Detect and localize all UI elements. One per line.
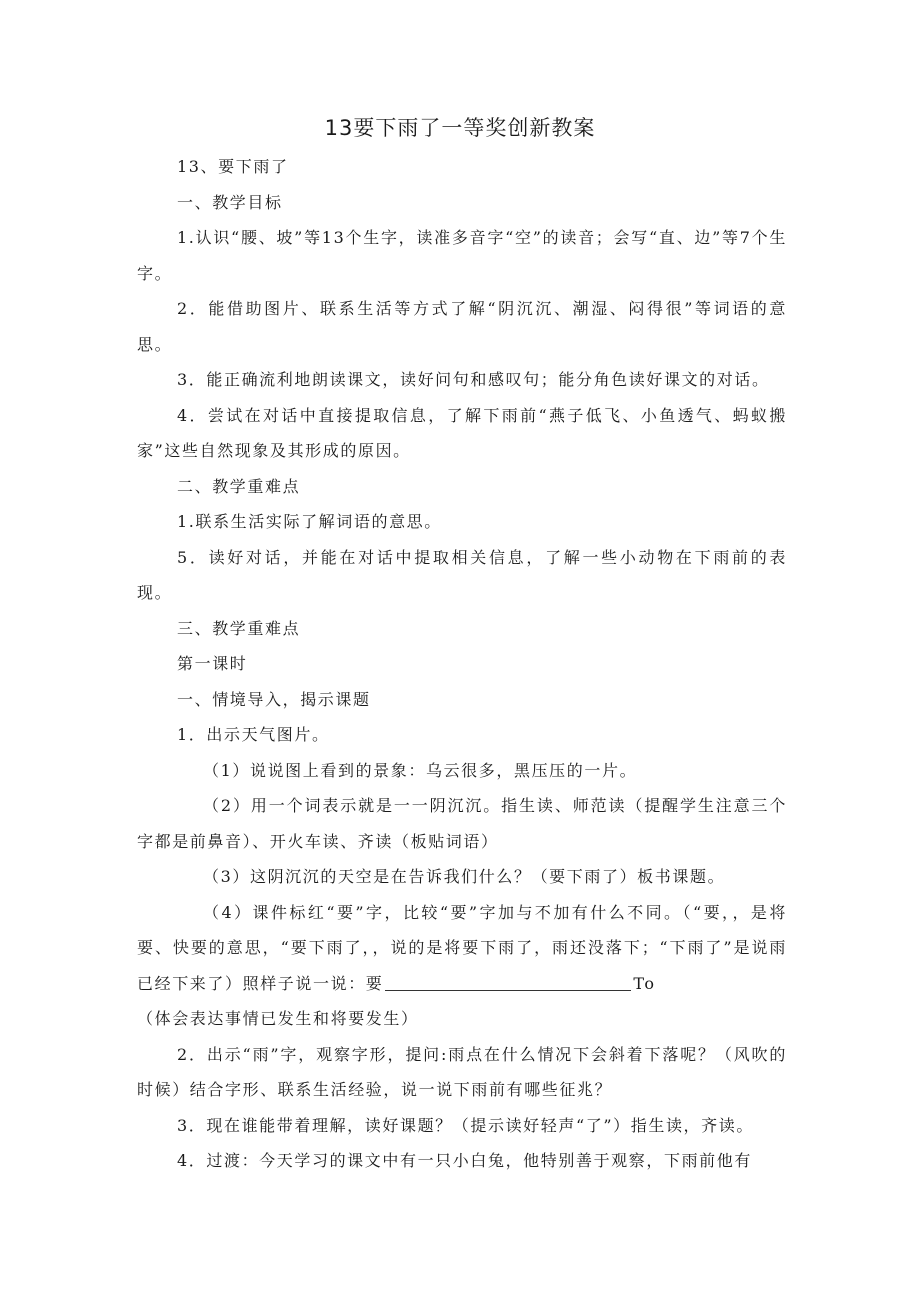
paragraph: （2）用一个词表示就是一一阴沉沉。指生读、师范读（提醒学生注意三个字都是前鼻音）、开火车读、齐读（板贴词语）: [137, 796, 787, 851]
paragraph: 1.认识“腰、坡”等13个生字，读准多音字“空”的读音；会写“直、边”等7个生字。: [137, 228, 787, 283]
lesson-heading: 13、要下雨了: [177, 157, 289, 176]
paragraph: （3）这阴沉沉的天空是在告诉我们什么？（要下雨了）板书课题。: [203, 867, 726, 886]
paragraph: 4．过渡：今天学习的课文中有一只小白兔，他特别善于观察，下雨前他有: [177, 1151, 752, 1170]
paragraph: （1）说说图上看到的景象：乌云很多，黑压压的一片。: [203, 760, 638, 780]
paragraph-tail: To: [633, 973, 656, 993]
subsection-heading: 一、情境导入，揭示课题: [177, 689, 371, 709]
paragraph: 3．现在谁能带着理解，读好课题？（提示读好轻声“了”）指生读，齐读。: [177, 1115, 754, 1135]
paragraph: 3．能正确流利地朗读课文，读好问句和感叹句；能分角色读好课文的对话。: [177, 370, 770, 389]
paragraph: 2．能借助图片、联系生活等方式了解“阴沉沉、潮湿、闷得很”等词语的意思。: [137, 299, 787, 354]
paragraph: 1．出示天气图片。: [177, 725, 330, 744]
paragraph: 2．出示“雨”字，观察字形，提问:雨点在什么情况下会斜着下落呢？（风吹的时候）结合字形、联系生活经验，说一说下雨前有哪些征兆？: [137, 1044, 787, 1099]
paragraph: [137, 895, 787, 1002]
subsection-heading: 第一课时: [177, 654, 248, 673]
section-heading: 二、教学重难点: [177, 476, 301, 496]
paragraph: 5．读好对话，并能在对话中提取相关信息，了解一些小动物在下雨前的表现。: [137, 547, 787, 602]
paragraph: （体会表达事情已发生和将要发生）: [137, 1009, 419, 1028]
paragraph-text: （4）课件标红“要”字，比较“要”字加与不加有什么不同。（“要，，是将要、快要的意思，“要下雨了，，说的是将要下雨了，雨还没落下；“下雨了”是说雨已经下来了）照样子说一说：要: [137, 902, 787, 993]
section-heading: 三、教学重难点: [177, 618, 301, 638]
document-body: [137, 149, 787, 1179]
fill-in-blank: [385, 972, 631, 991]
paragraph: 4．尝试在对话中直接提取信息，了解下雨前“燕子低飞、小鱼透气、蚂蚁搬家”这些自然现象及其形成的原因。: [137, 405, 787, 460]
section-heading: 一、教学目标: [177, 192, 283, 212]
paragraph: 1.联系生活实际了解词语的意思。: [177, 512, 442, 531]
document-title: 13要下雨了一等奖创新教案: [324, 116, 596, 140]
